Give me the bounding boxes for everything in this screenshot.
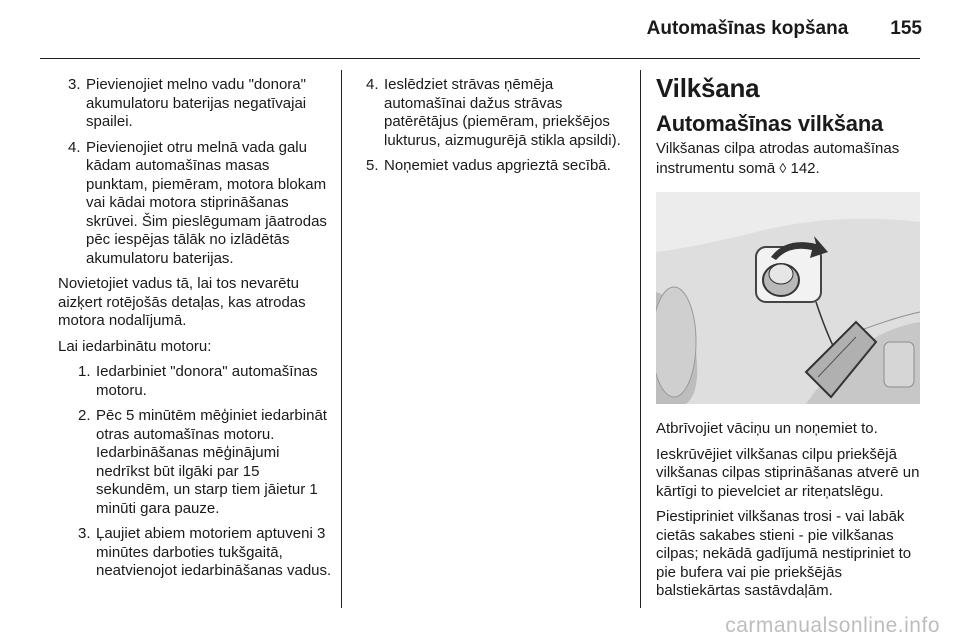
page-header — [647, 18, 922, 40]
step-list-b — [68, 363, 332, 581]
step-list-a — [58, 76, 332, 268]
list-item — [58, 139, 332, 269]
list-number: 2. — [78, 407, 91, 424]
list-item — [356, 76, 628, 150]
chapter-title: Automašīnas kopšana — [646, 18, 849, 39]
column-divider-2 — [640, 70, 641, 608]
list-item — [68, 525, 332, 581]
list-text: Pievienojiet otru melnā vada galu kādam automašīnas masas punktam, piemēram, motora blokam vai kādai motora stiprināšanas skrūvei. Šim pieslēgumam jāatrodas pēc iespējas tālāk no izlādētās akumulatoru baterijas. — [86, 138, 327, 267]
list-text: Pievienojiet melno vadu "donora" akumulatoru baterijas negatīvajai spailei. — [86, 76, 307, 130]
list-text: Ļaujiet abiem motoriem aptuveni 3 minūtes darboties tukšgaitā, neatvienojot iedarbināšanas vadus. — [96, 525, 332, 579]
list-number: 5. — [366, 157, 379, 174]
header-divider — [40, 58, 920, 59]
paragraph: Lai iedarbinātu motoru: — [58, 337, 212, 355]
paragraph: Piestipriniet vilkšanas trosi - vai labāk cietās sakabes stieni - pie vilkšanas cilpas; nekādā gadījumā nestipriniet to pie bufera vai pie priekšējās balstiekārtas sastāvdaļām. — [656, 508, 912, 599]
list-item — [68, 407, 332, 518]
list-item — [58, 76, 332, 132]
page-reference: 142. — [790, 159, 820, 177]
paragraph: Novietojiet vadus tā, lai tos nevarētu aizķert rotējošās detaļas, kas atrodas motora nodalījumā. — [58, 275, 306, 329]
step-list-c — [356, 76, 628, 176]
list-number: 4. — [68, 138, 81, 156]
section-heading: Vilkšana — [656, 73, 760, 103]
list-number: 4. — [366, 76, 379, 93]
column-2 — [356, 76, 628, 183]
watermark: carmanualsonline.info — [725, 614, 940, 637]
list-text: Noņemiet vadus apgrieztā secībā. — [384, 157, 611, 174]
column-3 — [656, 74, 930, 608]
list-text: Ieslēdziet strāvas ņēmēja automašīnai dažus strāvas patērētājus (piemēram, priekšējos lukturus, aizmugurējā stikla apsildi). — [384, 76, 621, 149]
intro-paragraph — [656, 140, 930, 178]
page-number: 155 — [890, 18, 922, 39]
column-1 — [58, 76, 332, 588]
intro-text: Vilkšanas cilpa atrodas automašīnas instrumentu somā — [656, 140, 900, 177]
page-reference-icon: ◊ — [779, 159, 787, 176]
list-item — [356, 157, 628, 176]
list-item — [68, 363, 332, 400]
bumper-cover-drawing — [656, 192, 920, 404]
column-divider-1 — [341, 70, 342, 608]
paragraph: Ieskrūvējiet vilkšanas cilpu priekšējā vilkšanas cilpas stiprināšanas atverē un kārtīgi to pievelciet ar riteņatslēgu. — [656, 445, 920, 500]
list-number: 3. — [78, 525, 91, 542]
list-number: 3. — [68, 76, 81, 93]
paragraph: Atbrīvojiet vāciņu un noņemiet to. — [656, 420, 878, 437]
list-text: Iedarbiniet "donora" automašīnas motoru. — [96, 363, 318, 399]
list-text: Pēc 5 minūtēm mēģiniet iedarbināt otras automašīnas motoru. Iedarbināšanas mēģinājumi nedrīkst būt ilgāki par 15 sekundēm, un starp tiem jāietur 1 minūti gara pauze. — [96, 407, 327, 517]
subsection-heading: Automašīnas vilkšana — [656, 111, 884, 136]
towing-eye-cover-illustration — [656, 192, 920, 404]
list-number: 1. — [78, 363, 91, 380]
